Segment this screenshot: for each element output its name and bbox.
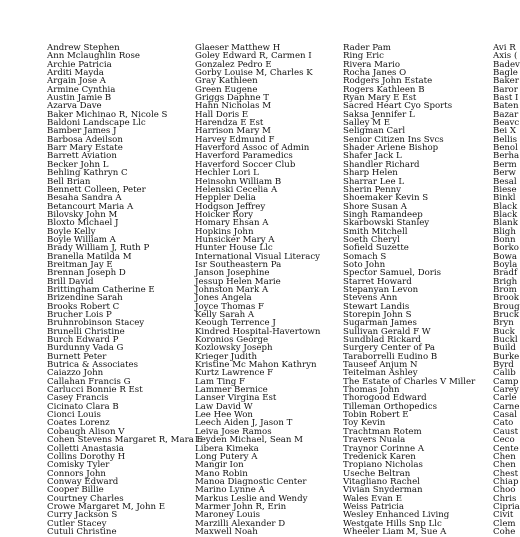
list-item: Brady William J, Ruth P bbox=[47, 243, 150, 254]
list-item: Sacred Heart Cyo Sports bbox=[343, 101, 453, 112]
list-item: Brucher Lois P bbox=[47, 310, 112, 320]
list-item: Marmer John R, Erin bbox=[195, 501, 287, 512]
list-item: Beavc bbox=[493, 118, 520, 129]
list-item: Colletti Anastasia bbox=[47, 443, 124, 454]
list-item: Bruck bbox=[493, 310, 519, 320]
list-item: Hahn Nicholas M bbox=[195, 101, 272, 112]
list-item: Burke bbox=[493, 351, 520, 362]
list-item: Kurtz Lawrence F bbox=[195, 368, 274, 379]
list-item: Kozlowsky Joseph bbox=[195, 343, 273, 354]
list-item: Baker bbox=[493, 76, 519, 87]
list-item: Krieger Judith bbox=[195, 351, 258, 362]
list-item: Hodgson Jeffrey bbox=[195, 201, 266, 212]
list-item: Skarbowski Stanley bbox=[343, 218, 430, 229]
list-item: Tauseef Anjum N bbox=[343, 360, 418, 371]
list-item: Harendza E Est bbox=[195, 118, 264, 129]
list-item: Keough Terrence J bbox=[195, 318, 276, 329]
list-item: Baror bbox=[493, 84, 518, 95]
list-item: Harvey Edmund F bbox=[195, 134, 275, 145]
list-item: The Estate of Charles V Miller bbox=[343, 376, 476, 387]
list-item: Toy Kevin bbox=[343, 418, 386, 429]
list-item: Chiap bbox=[493, 476, 519, 487]
list-item: Carne bbox=[493, 401, 520, 412]
list-item: Boyla bbox=[493, 259, 518, 270]
list-item: Courtney Charles bbox=[47, 493, 124, 504]
list-item: Axis ( bbox=[493, 51, 518, 62]
list-item: Bei X bbox=[493, 126, 516, 137]
list-item: Lee Hee Won bbox=[195, 410, 253, 421]
list-item: Carey bbox=[493, 385, 519, 396]
list-item: Buck bbox=[493, 326, 515, 337]
list-item: Sofield Suzette bbox=[343, 243, 409, 254]
list-item: Law David W bbox=[195, 401, 253, 412]
list-item: Smith Mitchell bbox=[343, 226, 408, 237]
list-item: Borko bbox=[493, 243, 519, 254]
list-item: Barrett Aviation bbox=[47, 151, 117, 162]
list-item: Chris bbox=[493, 493, 517, 504]
list-item: Carle bbox=[493, 393, 517, 404]
list-item: Spector Samuel, Doris bbox=[343, 268, 442, 279]
list-item: Barbosa Adeilson bbox=[47, 134, 123, 145]
list-item: Jessup Helen Marie bbox=[195, 276, 281, 287]
list-item: Soto John bbox=[343, 259, 386, 270]
list-item: Rader Pam bbox=[343, 43, 391, 53]
list-item: Hunter House Llc bbox=[195, 243, 273, 254]
list-item: Bast I bbox=[493, 93, 519, 104]
list-item: Somach S bbox=[343, 251, 387, 262]
list-item: Cobaugh Alison V bbox=[47, 426, 125, 437]
list-item: Brooks Robert C bbox=[47, 301, 120, 312]
list-item: Sharp Helen bbox=[343, 168, 398, 179]
list-item: Wheeler Liam M, Sue A bbox=[343, 526, 447, 537]
list-item: Caust bbox=[493, 426, 519, 437]
list-item: Leech Aiden J, Jason T bbox=[195, 418, 293, 429]
list-item: Vivian Snyderman bbox=[343, 485, 423, 496]
list-item: Bagle bbox=[493, 68, 518, 79]
list-item: Marino Lynne A bbox=[195, 485, 265, 496]
list-item: Soeth Cheryl bbox=[343, 234, 400, 245]
list-item: Coates Lorenz bbox=[47, 418, 110, 429]
list-item: Leiva Jose Ramos bbox=[195, 426, 272, 437]
list-item: Bilovsky John M bbox=[47, 209, 118, 220]
list-item: Camp bbox=[493, 376, 519, 387]
list-item: Singh Ramandeep bbox=[343, 209, 423, 220]
list-item: Biese bbox=[493, 184, 517, 195]
list-item: Bradf bbox=[493, 268, 518, 279]
list-item: Butrica & Associates bbox=[47, 360, 139, 371]
list-item: Cohen Stevens Margaret R, Mara E bbox=[47, 435, 203, 446]
list-item: Thorogood Edward bbox=[343, 393, 427, 404]
list-item: Shafer Jack L bbox=[343, 151, 402, 162]
list-item: Bryn bbox=[493, 318, 514, 329]
list-item: Marzilli Alexander D bbox=[195, 518, 286, 529]
list-item: Burdunny Vada G bbox=[47, 343, 124, 354]
list-item: Behling Kathryn C bbox=[47, 168, 128, 179]
list-item: Chest bbox=[493, 468, 519, 479]
list-item: Trachtman Rotem bbox=[343, 426, 422, 437]
list-item: Conway Edward bbox=[47, 476, 119, 487]
list-item: Vitagliano Rachel bbox=[343, 476, 420, 487]
list-item: Broug bbox=[493, 301, 520, 312]
list-item: Maroney Louis bbox=[195, 510, 260, 521]
list-item: Sharrar Lee L bbox=[343, 176, 405, 187]
list-item: Libera Kimeka bbox=[195, 443, 259, 454]
list-item: Azarva Dave bbox=[47, 101, 102, 112]
list-item: Johnston Mark A bbox=[195, 284, 269, 295]
list-item: Koronios George bbox=[195, 335, 269, 346]
name-column-2 bbox=[195, 44, 320, 536]
list-item: Armine Cynthia bbox=[47, 84, 116, 95]
list-item: Clem bbox=[493, 518, 516, 529]
name-column-1 bbox=[47, 44, 203, 536]
list-item: Byrd bbox=[493, 360, 514, 371]
list-item: Harrison Mary M bbox=[195, 126, 271, 137]
list-item: Burch Edward P bbox=[47, 335, 119, 346]
list-item: Hunsicker Mary A bbox=[195, 234, 275, 245]
list-item: Arditi Mayda bbox=[47, 68, 104, 79]
list-item: Bennett Colleen, Peter bbox=[47, 184, 146, 195]
list-item: Austin Jamie B bbox=[47, 93, 112, 104]
list-item: Bruhnrobinson Stacey bbox=[47, 318, 145, 329]
list-item: Lam Ting F bbox=[195, 376, 245, 387]
name-column-3 bbox=[343, 44, 475, 536]
list-item: Chen bbox=[493, 460, 516, 471]
list-item: Shader Arlene Bishop bbox=[343, 143, 439, 154]
list-item: Archie Patricia bbox=[47, 59, 112, 70]
list-item: Shoemaker Kevin S bbox=[343, 193, 429, 204]
list-item: Weiss Patricia bbox=[343, 501, 405, 512]
list-item: Gray Kathleen bbox=[195, 76, 258, 87]
list-item: International Visual Literacy bbox=[195, 251, 320, 262]
list-item: Casal bbox=[493, 410, 517, 421]
list-item: Black bbox=[493, 201, 518, 212]
list-item: Traynor Corinne A bbox=[343, 443, 425, 454]
list-item: Brennan Joseph D bbox=[47, 268, 126, 279]
list-item: Cohe bbox=[493, 526, 516, 537]
list-item: Isr Southeastern Pa bbox=[195, 259, 282, 270]
list-item: Baten bbox=[493, 101, 519, 112]
list-item: Joyce Thomas F bbox=[195, 301, 264, 312]
list-item: Rodgers John Estate bbox=[343, 76, 433, 87]
list-item: Homary Ehsan A bbox=[195, 218, 269, 229]
list-item: Storepin John S bbox=[343, 310, 412, 320]
list-item: Cutler Stacey bbox=[47, 518, 107, 529]
list-item: Boyle William A bbox=[47, 234, 116, 245]
list-item: Besaha Sandra A bbox=[47, 193, 122, 204]
list-item: Thomas John bbox=[343, 385, 400, 396]
list-item: Heppler Delia bbox=[195, 193, 256, 204]
list-item: Leyden Michael, Sean M bbox=[195, 435, 303, 446]
list-item: Branella Matilda M bbox=[47, 251, 132, 262]
list-item: Brom bbox=[493, 284, 517, 295]
list-item: Hechler Lori L bbox=[195, 168, 259, 179]
list-item: Haverford Soccer Club bbox=[195, 159, 296, 170]
list-item: Tropiano Nicholas bbox=[343, 460, 423, 471]
list-item: Baldoni Landscape Llc bbox=[47, 118, 146, 129]
list-item: Bowa bbox=[493, 251, 517, 262]
list-item: Comisky Tyler bbox=[47, 460, 110, 471]
list-item: Choo bbox=[493, 485, 516, 496]
list-item: Brill David bbox=[47, 276, 94, 287]
list-item: Gorby Louise M, Charles K bbox=[195, 68, 313, 79]
list-item: Chen bbox=[493, 451, 516, 462]
list-item: Surgery Center of Pa bbox=[343, 343, 435, 354]
list-item: Kristine Mc Mahon Kathryn bbox=[195, 360, 317, 371]
list-item: Brunelli Christine bbox=[47, 326, 125, 337]
list-item: Senior Citizen Ins Svcs bbox=[343, 134, 444, 145]
list-item: Baker Michinao R, Nicole S bbox=[47, 109, 168, 120]
list-item: Griggs Daphne T bbox=[195, 93, 269, 104]
list-item: Civit bbox=[493, 510, 514, 521]
list-item: Hoicker Rory bbox=[195, 209, 253, 220]
list-item: Casey Francis bbox=[47, 393, 109, 404]
list-item: Sherin Penny bbox=[343, 184, 402, 195]
list-item: Cionci Louis bbox=[47, 410, 101, 421]
list-item: Tobin Robert E bbox=[343, 410, 409, 421]
list-item: Glaeser Matthew H bbox=[195, 43, 281, 53]
list-item: Wales Evan E bbox=[343, 493, 402, 504]
list-item: Ann Mclaughlin Rose bbox=[47, 51, 140, 62]
list-item: Lanser Virgina Est bbox=[195, 393, 277, 404]
list-item: Cente bbox=[493, 443, 519, 454]
list-item: Shandler Richard bbox=[343, 159, 420, 170]
list-item: Avi R bbox=[493, 43, 516, 53]
list-item: Betancourt Maria A bbox=[47, 201, 134, 212]
list-item: Janson Josephine bbox=[195, 268, 270, 279]
list-item: Brigh bbox=[493, 276, 518, 287]
list-item: Buckl bbox=[493, 335, 518, 346]
list-item: Boyle Kelly bbox=[47, 226, 96, 237]
list-item: Starret Howard bbox=[343, 276, 412, 287]
list-item: Binkl bbox=[493, 193, 516, 204]
list-item: Mano Robin bbox=[195, 468, 248, 479]
list-item: Jones Angela bbox=[195, 293, 252, 304]
name-column-4 bbox=[493, 44, 520, 536]
list-item: Besal bbox=[493, 176, 517, 187]
list-item: Black bbox=[493, 209, 518, 220]
list-item: Rivera Mario bbox=[343, 59, 401, 70]
list-item: Connors John bbox=[47, 468, 106, 479]
list-item: Ceco bbox=[493, 435, 515, 446]
list-item: Rogers Kathleen B bbox=[343, 84, 425, 95]
list-item: Callahan Francis G bbox=[47, 376, 131, 387]
list-item: Bligh bbox=[493, 226, 516, 237]
list-item: Badev bbox=[493, 59, 520, 70]
list-item: Berw bbox=[493, 168, 516, 179]
list-item: Taraborrelli Eudino B bbox=[343, 351, 438, 362]
list-item: Ring Eric bbox=[343, 51, 384, 62]
list-item: Tredenick Karen bbox=[343, 451, 416, 462]
list-item: Crowe Margaret M, John E bbox=[47, 501, 166, 512]
list-item: Westgate Hills Snp Llc bbox=[343, 518, 442, 529]
list-item: Brook bbox=[493, 293, 519, 304]
list-item: Maxwell Noah bbox=[195, 526, 258, 537]
list-item: Manoa Diagnostic Center bbox=[195, 476, 307, 487]
list-item: Heinsohn William B bbox=[195, 176, 282, 187]
list-item: Hall Doris E bbox=[195, 109, 249, 120]
list-item: Seligman Carl bbox=[343, 126, 406, 137]
list-item: Goley Edward R, Carmen I bbox=[195, 51, 312, 62]
list-item: Kindred Hospital-Havertown bbox=[195, 326, 321, 337]
list-item: Teitelman Ashley bbox=[343, 368, 418, 379]
list-item: Haverford Assoc of Admin bbox=[195, 143, 310, 154]
list-item: Sugarman James bbox=[343, 318, 417, 329]
list-item: Helenski Cecelia A bbox=[195, 184, 278, 195]
list-item: Caiazzo John bbox=[47, 368, 104, 379]
list-item: Andrew Stephen bbox=[47, 43, 120, 53]
list-item: Sundblad Rickard bbox=[343, 335, 422, 346]
list-item: Calib bbox=[493, 368, 516, 379]
list-item: Curry Jackson S bbox=[47, 510, 118, 521]
list-item: Bonn bbox=[493, 234, 516, 245]
list-item: Cooper Billie bbox=[47, 485, 104, 496]
list-item: Shore Susan A bbox=[343, 201, 407, 212]
list-item: Collins Dorothy H bbox=[47, 451, 126, 462]
list-item: Travers Nuala bbox=[343, 435, 406, 446]
list-item: Cicinato Clara B bbox=[47, 401, 119, 412]
list-item: Tilleman Orthopedics bbox=[343, 401, 437, 412]
list-item: Becker John L bbox=[47, 159, 109, 170]
list-item: Brizendine Sarah bbox=[47, 293, 123, 304]
list-item: Bamber James J bbox=[47, 126, 117, 137]
list-item: Kelly Sarah A bbox=[195, 310, 255, 320]
list-item: Salley M E bbox=[343, 118, 390, 129]
list-item: Rocha Janes O bbox=[343, 68, 407, 79]
list-item: Brittingham Catherine E bbox=[47, 284, 155, 295]
list-item: Stevens Ann bbox=[343, 293, 398, 304]
list-item: Benol bbox=[493, 143, 518, 154]
list-item: Argain Jose A bbox=[47, 76, 107, 87]
list-item: Lammer Bernice bbox=[195, 385, 268, 396]
list-item: Blank bbox=[493, 218, 518, 229]
list-item: Haverford Paramedics bbox=[195, 151, 293, 162]
list-item: Berm bbox=[493, 159, 517, 170]
list-item: Stewart Landis bbox=[343, 301, 410, 312]
list-item: Markus Leslie and Wendy bbox=[195, 493, 308, 504]
list-item: Hopkins John bbox=[195, 226, 254, 237]
list-item: Sullivan Gerald F W bbox=[343, 326, 431, 337]
list-item: Build bbox=[493, 343, 516, 354]
list-item: Green Eugene bbox=[195, 84, 258, 95]
list-item: Barr Mary Estate bbox=[47, 143, 123, 154]
list-item: Stepanyan Levon bbox=[343, 284, 419, 295]
list-item: Mangir Ion bbox=[195, 460, 244, 471]
list-item: Breitman Jay E bbox=[47, 259, 113, 270]
list-item: Bloxto Michael J bbox=[47, 218, 119, 229]
list-item: Carlucci Bonnie R Est bbox=[47, 385, 143, 396]
list-item: Cipria bbox=[493, 501, 520, 512]
list-item: Ryan Mary E Est bbox=[343, 93, 417, 104]
list-item: Wesley Enhanced Living bbox=[343, 510, 450, 521]
list-item: Bell Brian bbox=[47, 176, 91, 187]
list-item: Useche Beltran bbox=[343, 468, 411, 479]
list-item: Gonzalez Pedro E bbox=[195, 59, 272, 70]
list-item: Berha bbox=[493, 151, 520, 162]
list-item: Cato bbox=[493, 418, 514, 429]
list-item: Saksa Jennifer L bbox=[343, 109, 415, 120]
list-item: Long Putery A bbox=[195, 451, 258, 462]
list-item: Bazar bbox=[493, 109, 519, 120]
list-item: Bellis bbox=[493, 134, 518, 145]
list-item: Burnett Peter bbox=[47, 351, 107, 362]
list-item: Cutuli Christine bbox=[47, 526, 117, 537]
